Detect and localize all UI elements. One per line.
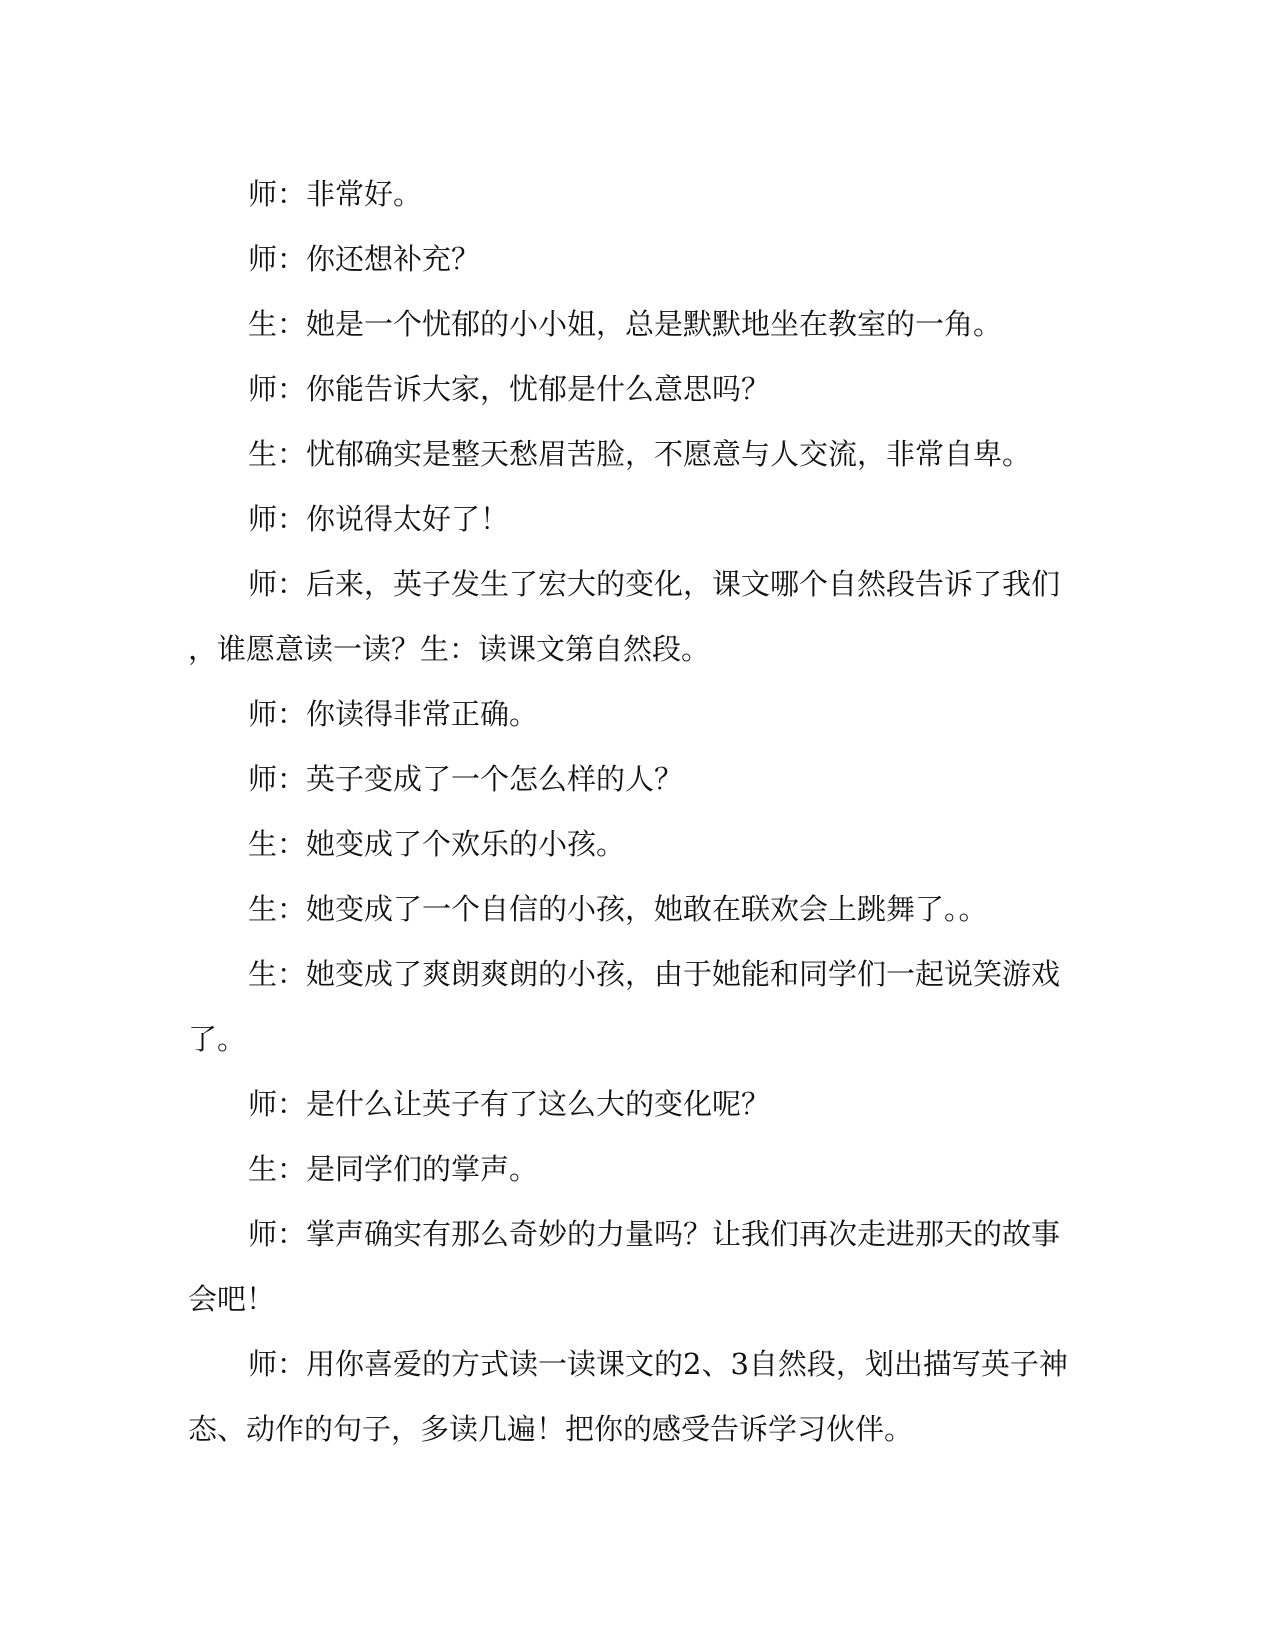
dialogue-line-7: 师：后来，英子发生了宏大的变化，课文哪个自然段告诉了我们 (248, 567, 1061, 601)
dialogue-line-3: 生：她是一个忧郁的小小姐，总是默默地坐在教室的一角。 (248, 307, 1003, 341)
dialogue-line-9: 师：你读得非常正确。 (248, 697, 539, 731)
dialogue-line-8: ，谁愿意读一读？生：读课文第自然段。 (188, 632, 711, 666)
dialogue-line-2: 师：你还想补充？ (248, 242, 481, 276)
dialogue-line-17: 师：掌声确实有那么奇妙的力量吗？让我们再次走进那天的故事 (248, 1217, 1061, 1251)
dialogue-line-4: 师：你能告诉大家，忧郁是什么意思吗？ (248, 372, 771, 406)
document-body (188, 162, 1068, 1462)
dialogue-line-16: 生：是同学们的掌声。 (248, 1152, 539, 1186)
dialogue-line-15: 师：是什么让英子有了这么大的变化呢？ (248, 1087, 771, 1121)
dialogue-line-14: 了。 (188, 1022, 247, 1056)
dialogue-line-5: 生：忧郁确实是整天愁眉苦脸，不愿意与人交流，非常自卑。 (248, 437, 1032, 471)
dialogue-line-11: 生：她变成了个欢乐的小孩。 (248, 827, 626, 861)
dialogue-line-20: 态、动作的句子，多读几遍！把你的感受告诉学习伙伴。 (188, 1412, 914, 1446)
dialogue-line-1: 师：非常好。 (248, 177, 423, 211)
dialogue-line-19: 师：用你喜爱的方式读一读课文的2、3自然段，划出描写英子神 (248, 1347, 1068, 1381)
dialogue-line-10: 师：英子变成了一个怎么样的人？ (248, 762, 684, 796)
dialogue-line-13: 生：她变成了爽朗爽朗的小孩，由于她能和同学们一起说笑游戏 (248, 957, 1061, 991)
dialogue-line-12: 生：她变成了一个自信的小孩，她敢在联欢会上跳舞了。。 (248, 892, 988, 926)
dialogue-line-18: 会吧！ (188, 1282, 276, 1316)
dialogue-line-6: 师：你说得太好了！ (248, 502, 510, 536)
